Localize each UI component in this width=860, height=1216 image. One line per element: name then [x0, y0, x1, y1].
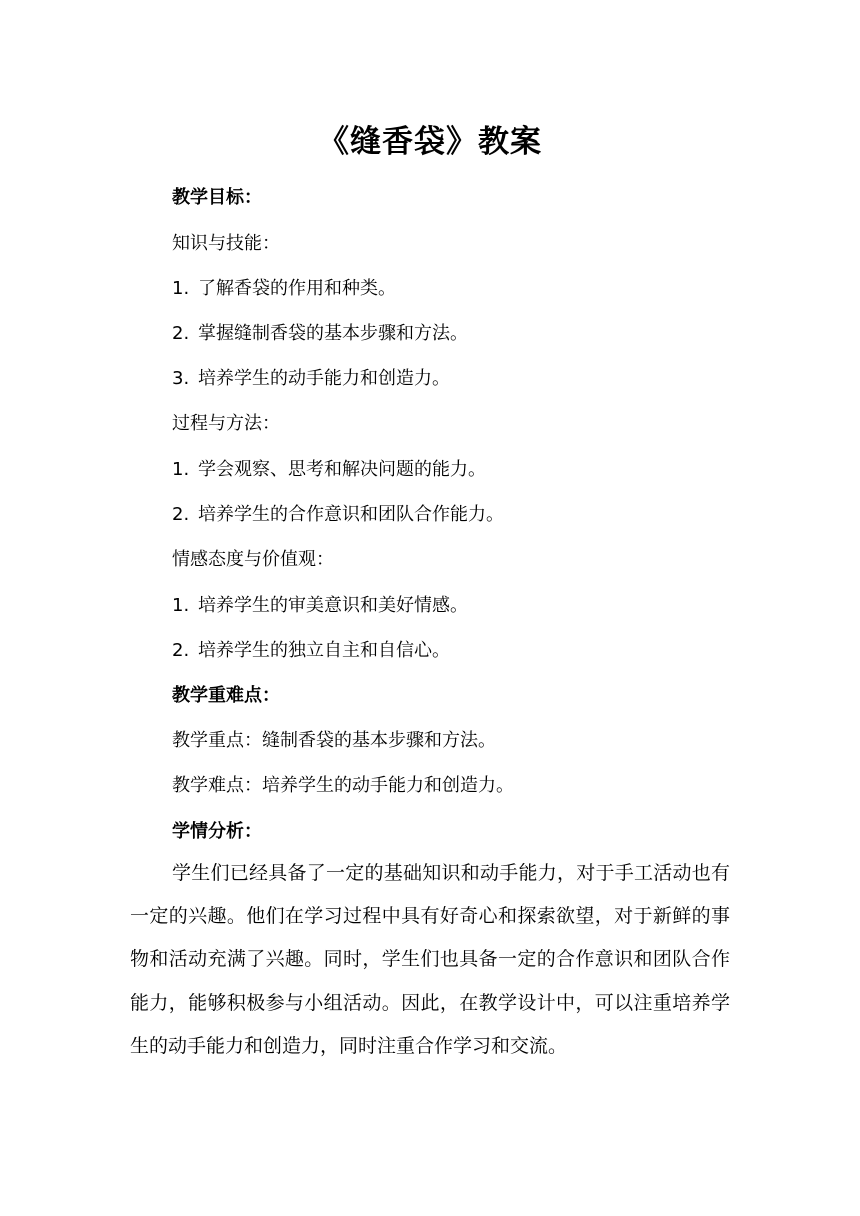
item-number: 1.: [172, 595, 190, 616]
list-item: [172, 319, 468, 345]
analysis-paragraph: 学生们已经具备了一定的基础知识和动手能力，对于手工活动也有一定的兴趣。他们在学习过程中具有好奇心和探索欲望，对于新鲜的事物和活动充满了兴趣。同时，学生们也具备一定的合作意识和团队合作能力，能够积极参与小组活动。因此，在教学设计中，可以注重培养学生的动手能力和创造力，同时注重合作学习和交流。: [130, 862, 730, 1057]
document-title: 《缝香袋》教案: [318, 124, 542, 160]
list-item: [172, 364, 450, 390]
emotion-label: 情感态度与价值观：: [172, 549, 334, 570]
item-number: 1.: [172, 278, 190, 299]
list-item: [172, 500, 504, 526]
item-number: 2.: [172, 323, 190, 344]
key-points-heading: 教学重难点：: [172, 685, 280, 706]
key-point-difficulty: 教学难点：培养学生的动手能力和创造力。: [172, 775, 514, 796]
analysis-heading: 学情分析：: [172, 821, 262, 842]
item-text: 培养学生的合作意识和团队合作能力。: [198, 504, 504, 525]
key-point-focus: 教学重点：缝制香袋的基本步骤和方法。: [172, 730, 496, 751]
item-text: 学会观察、思考和解决问题的能力。: [198, 459, 486, 480]
process-label: 过程与方法：: [172, 413, 280, 434]
item-number: 2.: [172, 504, 190, 525]
item-text: 培养学生的审美意识和美好情感。: [198, 595, 468, 616]
item-text: 了解香袋的作用和种类。: [198, 278, 396, 299]
item-number: 2.: [172, 640, 190, 661]
item-text: 掌握缝制香袋的基本步骤和方法。: [198, 323, 468, 344]
item-number: 1.: [172, 459, 190, 480]
list-item: [172, 591, 468, 617]
objectives-heading: 教学目标：: [172, 187, 262, 208]
item-text: 培养学生的独立自主和自信心。: [198, 640, 450, 661]
list-item: [172, 636, 450, 662]
list-item: [172, 274, 396, 300]
knowledge-label: 知识与技能：: [172, 233, 280, 254]
item-number: 3.: [172, 368, 190, 389]
list-item: [172, 455, 486, 481]
item-text: 培养学生的动手能力和创造力。: [198, 368, 450, 389]
